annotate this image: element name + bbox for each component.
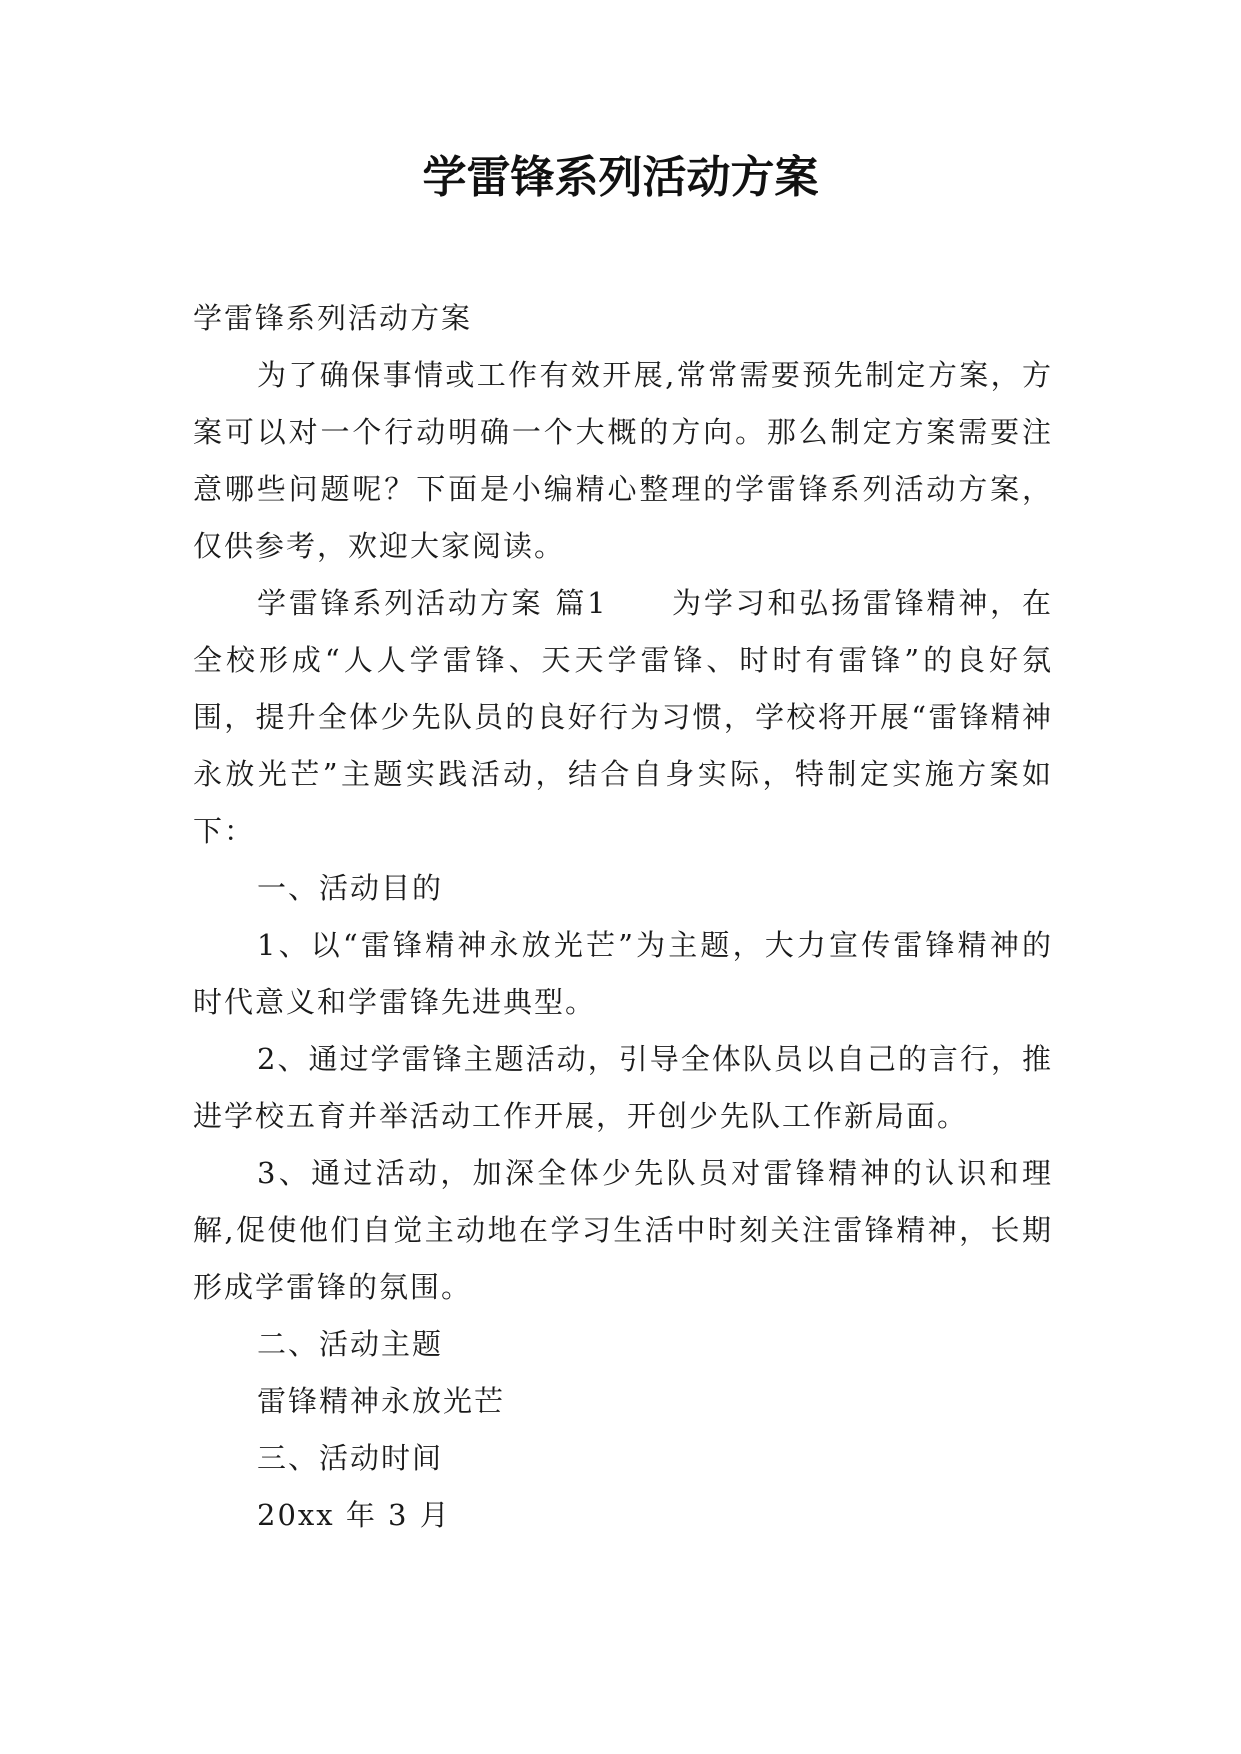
purpose-item-1: 1、以“雷锋精神永放光芒”为主题，大力宣传雷锋精神的时代意义和学雷锋先进典型。 (193, 928, 1053, 1019)
purpose-item-3: 3、通过活动，加深全体少先队员对雷锋精神的认识和理解,促使他们自觉主动地在学习生活中时刻关注雷锋精神，长期形成学雷锋的氛围。 (193, 1156, 1053, 1304)
intro-paragraph: 为了确保事情或工作有效开展,常常需要预先制定方案，方案可以对一个行动明确一个大概的方向。那么制定方案需要注意哪些问题呢？下面是小编精心整理的学雷锋系列活动方案，仅供参考，欢迎大家阅读。 (193, 358, 1053, 563)
purpose-item-2: 2、通过学雷锋主题活动，引导全体队员以自己的言行，推进学校五育并举活动工作开展，开创少先队工作新局面。 (193, 1042, 1053, 1133)
activity-theme-text: 雷锋精神永放光芒 (257, 1384, 506, 1418)
activity-time-text: 20xx 年 3 月 (257, 1498, 451, 1532)
heading-activity-time: 三、活动时间 (257, 1441, 444, 1475)
heading-activity-theme: 二、活动主题 (257, 1327, 444, 1361)
heading-activity-purpose: 一、活动目的 (257, 871, 444, 905)
subtitle-line: 学雷锋系列活动方案 (193, 301, 473, 335)
document-body (193, 290, 1053, 1544)
document-title: 学雷锋系列活动方案 (422, 152, 819, 203)
section-1-intro-paragraph: 学雷锋系列活动方案 篇1 为学习和弘扬雷锋精神，在全校形成“人人学雷锋、天天学雷锋、时时有雷锋”的良好氛围，提升全体少先队员的良好行为习惯，学校将开展“雷锋精神永放光芒”主题实践活动，结合自身实际，特制定实施方案如下： (193, 586, 1053, 848)
